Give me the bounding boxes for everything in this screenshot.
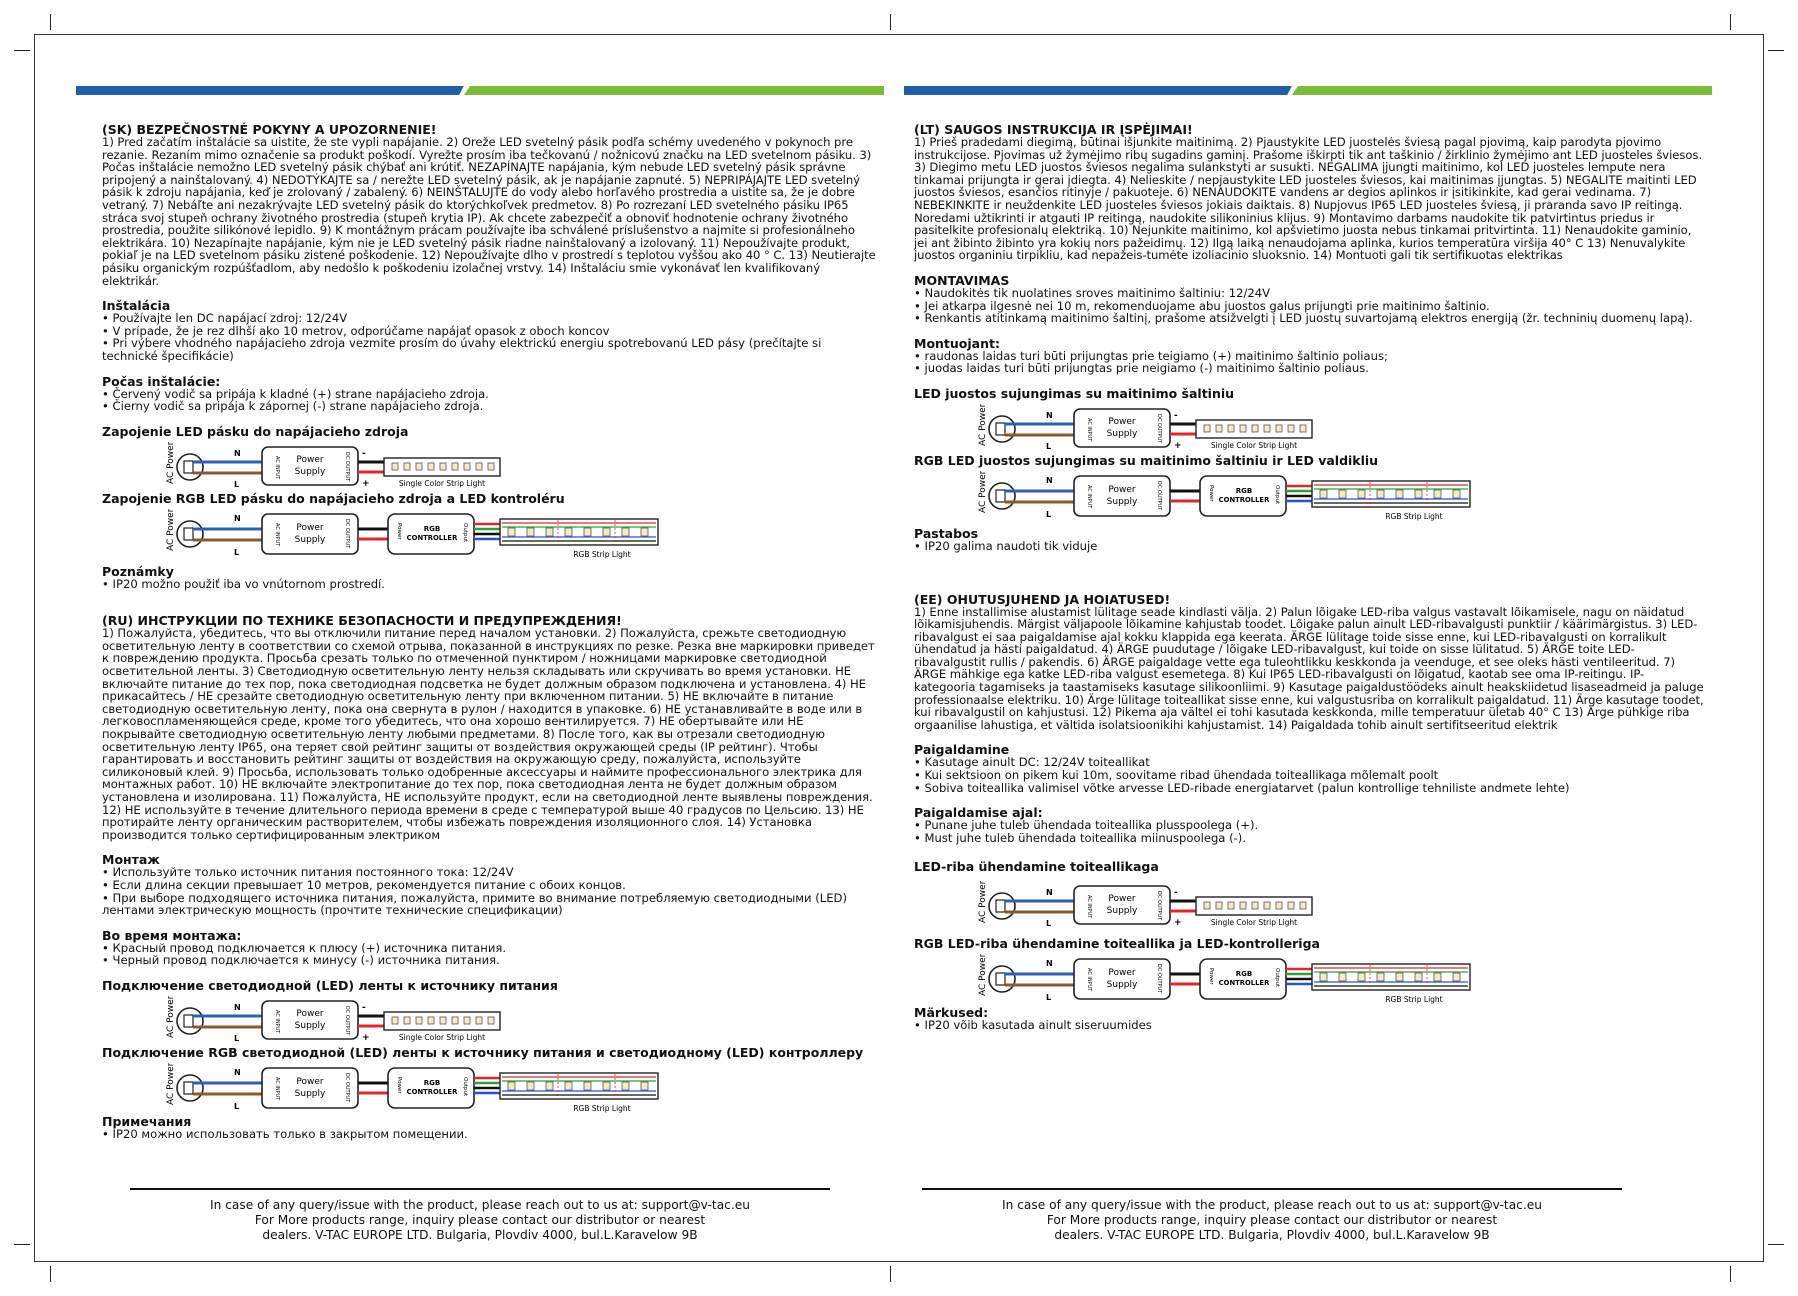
led-chip	[1276, 902, 1282, 909]
ee-section	[914, 593, 1704, 1033]
single-wiring-diagram	[102, 996, 876, 1044]
led-chip	[1377, 490, 1384, 498]
sk-during-title: Počas inštalácie:	[102, 373, 221, 389]
led-chip	[527, 528, 534, 536]
led-chip	[1453, 490, 1460, 498]
ru-section	[102, 614, 876, 1140]
plug-icon	[989, 893, 1015, 919]
plug-icon	[996, 973, 1005, 985]
ee-inst-list	[914, 756, 1704, 794]
crop-mark	[50, 14, 51, 30]
led-chip	[1358, 973, 1365, 981]
led-chip	[1434, 490, 1441, 498]
led-chip	[527, 1082, 534, 1090]
led-chip	[1240, 902, 1246, 909]
plus-label: +	[362, 1032, 370, 1043]
list-item: • Pri výbere vhodného napájacieho zdroja vezmite prosím do úvahy elektrickú energiu spotrebovanú LED pásy (prečítajte si technické špecifikácie)	[102, 337, 876, 362]
ac-power-label: AC Power	[166, 441, 176, 484]
supply-label: Supply	[294, 1020, 326, 1031]
led-chip	[1276, 425, 1282, 432]
strip-label: RGB Strip Light	[1385, 995, 1443, 1005]
led-chips	[392, 1017, 494, 1024]
lt-notes-title: Pastabos	[914, 525, 979, 541]
minus-label: -	[362, 1002, 366, 1013]
led-chip	[416, 1017, 422, 1024]
list-item: • Must juhe tuleb ühendada toiteallika miinuspoolega (-).	[914, 832, 1704, 845]
supply-label: Supply	[1106, 980, 1138, 991]
lt-diagram2-title: RGB LED juostos sujungimas su maitinimo šaltiniu ir LED valdikliu	[914, 452, 1379, 468]
led-chips	[392, 463, 494, 470]
single-wiring-diagram	[914, 881, 1704, 929]
ee-body: 1) Enne installimise alustamist lülitage seade kindlasti välja. 2) Palun lõigake LED-riba valgus vastavalt lõikamisele, nagu on näidatud lõikamisjuhendis. Märgist väljapoole lõikamine kahjustab toodet. Lõigake palun ainult LED-ribavalgusti punktiir / käärimärgistus. 3) LED-ribavalgust ei saa paigaldamise ajal kokku klappida ega keerata. ÄRGE lülitage toide sisse enne, kui LED-ribavalgusti on korralikult ühendatud ja hästi paigaldatud. 4) ÄRGE puudutage / lõigake LED-ribavalgust, kui toide on sisse lülitatud. 5) ÄRGE toite LED-ribavalgustit rullis / pakendis. 6) ÄRGE paigaldage vette ega tuleohtlikku keskkonda ja veenduge, et see oleks hästi ventileeritud. 7) ÄRGE mähkige ega katke LED-riba valgust esemetega. 8) Kui IP65 LED-ribavalgusti on lõigatud, kaotab see oma IP-reitingu. IP-kategooria tagamiseks ja taastamiseks kasutage silikoonliimi. 9) Kasutage paigaldustöödeks ainult heakskiidetud lisaseadmeid ja paluge professionaalse elektriku. 10) Ärge lülitage toiteallikat sisse enne, kui valgustusriba on korralikult paigaldatud. 11) Ärge kasutage toodet, kui ribavalgustil on kahjustusi. 12) Pikema aja vältel ei tohi kasutada keskkonda, mille temperatuur ületab 40° C 13) Ärge pühkige riba orgaanilise lahustiga, et vältida isolatsioonikihi kahjustamist. 14) Paigaldada tohib ainult sertifitseeritud elektrik	[914, 604, 1704, 732]
led-chip	[1204, 425, 1210, 432]
ac-power-label: AC Power	[978, 403, 988, 446]
sk-during-list	[102, 388, 876, 413]
led-chip	[1434, 973, 1441, 981]
supply-label: Supply	[1106, 496, 1138, 507]
led-chip	[1320, 973, 1327, 981]
controller-power-label: Power	[396, 1076, 402, 1094]
led-chip	[1264, 902, 1270, 909]
plug-icon	[184, 1015, 193, 1027]
led-chip	[392, 1017, 398, 1024]
ru-during-title: Во время монтажа:	[102, 927, 242, 943]
right-page	[902, 86, 1712, 1056]
list-item: • IP20 можно использовать только в закрытом помещении.	[102, 1128, 876, 1141]
ac-input-label: AC INPUT	[1086, 895, 1092, 919]
ac-input-label: AC INPUT	[274, 522, 280, 547]
single-wiring-diagram	[102, 442, 876, 490]
controller-power-label: Power	[396, 522, 402, 540]
rgb-label: RGB	[1235, 486, 1253, 495]
list-item: • raudonas laidas turi būti prijungtas prie teigiamo (+) maitinimo šaltinio poliaus;	[914, 350, 1704, 363]
list-item: • IP20 võib kasutada ainult siseruumides	[914, 1019, 1704, 1032]
led-chip	[1228, 425, 1234, 432]
controller-label: CONTROLLER	[406, 1087, 458, 1096]
power-label: Power	[1108, 894, 1136, 905]
led-chip	[603, 528, 610, 536]
ru-notes-list	[102, 1128, 876, 1141]
led-chip	[1358, 490, 1365, 498]
ac-power-label: AC Power	[978, 470, 988, 513]
ac-power-label: AC Power	[166, 508, 176, 551]
led-chip	[641, 528, 648, 536]
list-item: • Jei atkarpa ilgesnė nei 10 m, rekomenduojame abu juostos galus prijungti prie maitinimo šaltinio.	[914, 300, 1704, 313]
minus-label: -	[1174, 888, 1178, 899]
controller-power-label: Power	[1208, 484, 1214, 502]
rgb-label: RGB	[1235, 970, 1253, 979]
rgb-label: RGB	[423, 1078, 441, 1087]
ac-input-label: AC INPUT	[1086, 968, 1092, 992]
list-item: • Sobiva toiteallika valimisel võtke arvesse LED-ribade energiatarvet (palun kontrollige tehniliste andmete lehte)	[914, 782, 1704, 795]
list-item: • Черный провод подключается к минусу (-) источника питания.	[102, 954, 876, 967]
wiring-diagram-svg	[974, 471, 1474, 521]
list-item: • Červený vodič sa pripája k kladné (+) strane napájacieho zdroja.	[102, 388, 876, 401]
list-item: • Kasutage ainult DC: 12/24V toiteallikat	[914, 756, 1704, 769]
ac-input-label: AC INPUT	[1086, 417, 1092, 442]
crop-mark	[890, 14, 891, 30]
ac-input-label: AC INPUT	[274, 1076, 280, 1101]
ac-input-label: AC INPUT	[274, 455, 280, 480]
led-chip	[508, 1082, 515, 1090]
left-page	[74, 86, 884, 1165]
controller-label: CONTROLLER	[406, 533, 458, 542]
dc-output-label: DC OUTPUT	[1156, 480, 1162, 511]
plug-icon	[989, 483, 1015, 509]
led-chip	[1415, 490, 1422, 498]
supply-label: Supply	[294, 466, 326, 477]
ru-during-list	[102, 942, 876, 967]
plug-icon	[184, 528, 193, 540]
list-item: • Kui sektsioon on pikem kui 10m, soovitame ribad ühendada toiteallikaga mõlemalt poolt	[914, 769, 1704, 782]
wiring-diagram-svg	[974, 881, 1314, 929]
n-label: N	[234, 448, 241, 458]
l-label: L	[1046, 993, 1052, 1003]
crop-mark	[1730, 14, 1731, 30]
rgb-wiring-diagram	[102, 1063, 876, 1113]
wiring-diagram-svg	[162, 509, 662, 559]
ru-inst-list	[102, 866, 876, 916]
led-chip	[565, 1082, 572, 1090]
lt-inst-title: MONTAVIMAS	[914, 272, 1010, 288]
led-chip	[641, 1082, 648, 1090]
n-label: N	[1046, 410, 1053, 420]
l-label: L	[1046, 441, 1052, 451]
led-chip	[452, 463, 458, 470]
led-chip	[464, 463, 470, 470]
header-bar	[904, 86, 1712, 95]
sk-inst-list	[102, 312, 876, 362]
l-label: L	[234, 479, 240, 489]
lt-during-list	[914, 350, 1704, 375]
controller-label: CONTROLLER	[1218, 979, 1270, 988]
led-chip	[416, 463, 422, 470]
led-chip	[1300, 425, 1306, 432]
led-chip	[488, 1017, 494, 1024]
ru-title: (RU) ИНСТРУКЦИИ ПО ТЕХНИКЕ БЕЗОПАСНОСТИ И ПРЕДУПРЕЖДЕНИЯ!	[102, 613, 622, 629]
footer-left	[130, 1188, 830, 1243]
rgb-wiring-diagram	[914, 471, 1704, 521]
led-chip	[1228, 902, 1234, 909]
led-chip	[622, 1082, 629, 1090]
crop-mark	[1730, 1266, 1731, 1282]
strip-label: Single Color Strip Light	[1210, 440, 1298, 450]
controller-output-label: Output	[1274, 968, 1280, 988]
power-label: Power	[296, 1076, 324, 1087]
footer-right	[922, 1188, 1622, 1243]
led-chip	[584, 528, 591, 536]
plug-icon	[177, 521, 203, 547]
list-item: • Naudokitės tik nuolatines sroves maitinimo šaltiniu: 12/24V	[914, 287, 1704, 300]
ee-notes-list	[914, 1019, 1704, 1032]
plug-icon	[177, 1075, 203, 1101]
lt-section	[902, 123, 1712, 1032]
footer-line2: For More products range, inquiry please contact our distributor or nearest	[254, 1213, 706, 1227]
wiring-diagram-svg	[162, 1063, 662, 1113]
led-chip	[1453, 973, 1460, 981]
power-label: Power	[1108, 484, 1136, 495]
plus-label: +	[1174, 440, 1182, 451]
led-chip	[428, 1017, 434, 1024]
rgb-wiring-diagram	[914, 954, 1704, 1004]
dc-output-label: DC OUTPUT	[344, 451, 350, 481]
sk-section	[74, 123, 884, 1141]
controller-output-label: Output	[462, 522, 468, 542]
led-chip	[452, 1017, 458, 1024]
strip-label: Single Color Strip Light	[398, 478, 486, 488]
plug-icon	[184, 461, 193, 473]
led-chip	[546, 1082, 553, 1090]
sk-notes-list	[102, 578, 876, 591]
minus-label: -	[1174, 410, 1178, 421]
led-chip	[1204, 902, 1210, 909]
list-item: • Используйте только источник питания постоянного тока: 12/24V	[102, 866, 876, 879]
list-item: • Používajte len DC napájací zdroj: 12/24V	[102, 312, 876, 325]
strip-label: Single Color Strip Light	[398, 1032, 486, 1042]
led-chip	[1300, 902, 1306, 909]
l-label: L	[234, 1033, 240, 1043]
led-chip	[1252, 425, 1258, 432]
supply-label: Supply	[1106, 906, 1138, 917]
ac-input-label: AC INPUT	[274, 1009, 280, 1034]
plug-icon	[177, 454, 203, 480]
ee-diagram2-title: RGB LED-riba ühendamine toiteallika ja LED-kontrolleriga	[914, 936, 1320, 952]
sk-diagram1-title: Zapojenie LED pásku do napájacieho zdroja	[102, 423, 409, 439]
n-label: N	[234, 513, 241, 523]
controller-output-label: Output	[1274, 484, 1280, 505]
led-chip	[1216, 425, 1222, 432]
strip-label: RGB Strip Light	[1385, 511, 1443, 521]
list-item: • Красный провод подключается к плюсу (+) источника питания.	[102, 942, 876, 955]
controller-power-label: Power	[1208, 968, 1214, 986]
single-wiring-diagram	[914, 404, 1704, 452]
crop-mark	[1768, 1244, 1784, 1245]
led-chips	[1204, 902, 1306, 909]
footer-line2: For More products range, inquiry please contact our distributor or nearest	[1046, 1213, 1498, 1227]
dc-output-label: DC OUTPUT	[1156, 964, 1162, 994]
crop-mark	[890, 1266, 891, 1282]
rgb-label: RGB	[423, 524, 441, 533]
supply-label: Supply	[294, 534, 326, 545]
led-chip	[1377, 973, 1384, 981]
ru-diagram1-title: Подключение светодиодной (LED) ленты к источнику питания	[102, 977, 558, 993]
ru-body: 1) Пожалуйста, убедитесь, что вы отключили питание перед началом установки. 2) Пожалуйста, срежьте светодиодную осветительную ленту в соответствии со схемой отрыва, показанной в инструкциях по резке. Резка вне маркировки приведет к повреждению продукта. Просьба срезать только по отмеченной пунктиром / ножницами маркировке светодиодной осветительной ленты. 3) Светодиодную осветительную ленту нельзя складывать или скручивать во время установки. НЕ включайте питание до тех пор, пока светодиодная подсветка не будет должным образом подключена и установлена. 4) НЕ прикасайтесь / НЕ срезайте светодиодную осветительную ленту при включенном питании. 5) НЕ включайте в питание светодиодную осветительную ленту, пока она свернута в рулон / находится в упаковке. 6) НЕ устанавливайте в воде или в легковоспламеняющейся среде, кроме того убедитесь, что она хорошо вентилируется. 7) НЕ обертывайте или НЕ покрывайте светодиодную осветительную ленту любыми предметами. 8) После того, как вы отрезали светодиодную осветительную ленту IP65, она теряет свой рейтинг защиты от воздействия окружающей среды (IP рейтинг). Чтобы гарантировать и восстановить рейтинг защиты от воздействия на окружающую среду, пожалуйста, используйте силиконовый клей. 9) Просьба, использовать только одобренные аксессуары и наймите профессионального электрика для монтажных работ. 10) НЕ включайте электропитание до тех пор, пока светодиодная лента не будет должным образом установлена и изолирована. 11) Пожалуйста, НЕ используйте продукт, если на светодиодной ленте выявлены повреждения. 12) НЕ используйте в течение длительного периода времени в среде с температурой выше 40 градусов по Цельсию. 13) НЕ протирайте ленту органическим растворителем, чтобы избежать повреждения изоляционного слоя. 14) Установка производится только сертифицированным электриком	[102, 626, 875, 842]
lt-inst-list	[914, 287, 1704, 325]
strip-label: RGB Strip Light	[573, 549, 631, 559]
dc-output-label: DC OUTPUT	[344, 518, 350, 548]
led-chip	[440, 463, 446, 470]
dc-output-label: DC OUTPUT	[344, 1005, 350, 1036]
list-item: • IP20 možno použiť iba vo vnútornom prostredí.	[102, 578, 876, 591]
supply-label: Supply	[294, 1088, 326, 1099]
ac-power-label: AC Power	[166, 1062, 176, 1105]
lt-during-title: Montuojant:	[914, 335, 1000, 351]
plug-icon	[177, 1008, 203, 1034]
led-chip	[404, 1017, 410, 1024]
led-chip	[428, 463, 434, 470]
crop-mark	[50, 1266, 51, 1282]
power-label: Power	[296, 1008, 324, 1019]
ac-power-label: AC Power	[978, 881, 988, 924]
plus-label: +	[362, 478, 370, 489]
wiring-diagram-svg	[162, 996, 502, 1044]
controller-label: CONTROLLER	[1218, 495, 1270, 504]
led-chip	[584, 1082, 591, 1090]
crop-mark	[14, 50, 30, 51]
led-chip	[1240, 425, 1246, 432]
list-item: • juodas laidas turi būti prijungtas prie neigiamo (-) maitinimo šaltinio poliaus.	[914, 362, 1704, 375]
header-bar	[76, 86, 884, 95]
l-label: L	[234, 1101, 240, 1111]
lt-body: 1) Prieš pradedami diegimą, būtinai išjunkite maitinimą. 2) Pjaustykite LED juostelės šviesą pagal pjovimą, kaip parodyta pjovimo instrukcijose. Pjovimas už žymėjimo ribų sugadins gaminį. Prašome iškirpti tik ant taškinio / žirklinio žymėjimo ant LED juosteles šviesos. 3) Diegimo metu LED juostos šviesos negalima sulankstyti ar susukti. NEGALIMA įjungti maitinimo, kol LED juosteles lempute nera tinkamai prijungta ir gerai įdiegta. 4) Nelieskite / nepjaustykite LED juosteles šviesos, kai maitinimas įjungtas. 5) NEGALITE maitinti LED juostos šviesos, esančios ritinyje / pakuoteje. 6) NENAUDOKITE vandens ar degios aplinkos ir įsitikinkite, kad gerai vedinama. 7) NEBEKINKITE ir neuždenkite LED juosteles šviesos jokiais daiktais. 8) Nupjovus IP65 LED juosteles šviesą, ji praranda savo IP reitingą. Noredami užtikrinti ir atgauti IP reitingą, naudokite silikoninius klijus. 9) Montavimo darbams naudokite tik patvirtintus priedus ir pasitelkite profesionalų elektriką. 10) Nejunkite maitinimo, kol apšvietimo juosta nebus tinkamai pritvirtinta. 11) Nenaudokite gaminio, jei ant žibinto žibinto yra kokių nors pažeidimų. 12) Ilgą laiką nenaudojama aplinka, kurios temperatūra viršija 40° C 13) Nenuvalykite juostos organiniu tirpikliu, kad nepažeis-tumėte izoliacinio sluoksnio. 14) Montuoti gali tik sertifikuotas elektrikas	[914, 135, 1703, 263]
sk-notes-title: Poznámky	[102, 563, 174, 579]
ee-diagram1-title: LED-riba ühendamine toiteallikaga	[914, 859, 1159, 875]
rgb-wiring-diagram	[102, 509, 876, 559]
crop-mark	[14, 1244, 30, 1245]
ru-notes-title: Примечания	[102, 1113, 192, 1129]
power-label: Power	[1108, 416, 1136, 427]
led-chip	[404, 463, 410, 470]
l-label: L	[234, 547, 240, 557]
footer-line1: In case of any query/issue with the product, please reach out to us at: support@v-tac.eu	[210, 1198, 750, 1212]
ee-inst-title: Paigaldamine	[914, 742, 1010, 758]
ru-inst-title: Монтаж	[102, 852, 160, 868]
strip-label: Single Color Strip Light	[1210, 918, 1298, 928]
n-label: N	[1046, 475, 1053, 485]
list-item: • Если длина секции превышает 10 метров, рекомендуется питание с обоих концов.	[102, 879, 876, 892]
led-chip	[1320, 490, 1327, 498]
led-chip	[603, 1082, 610, 1090]
led-chip	[1339, 490, 1346, 498]
led-chip	[440, 1017, 446, 1024]
lt-diagram1-title: LED juostos sujungimas su maitinimo šaltiniu	[914, 385, 1235, 401]
wiring-diagram-svg	[162, 442, 502, 490]
footer-line3: dealers. V-TAC EUROPE LTD. Bulgaria, Plovdiv 4000, bul.L.Karavelow 9B	[1054, 1228, 1490, 1242]
led-chip	[622, 528, 629, 536]
minus-label: -	[362, 448, 366, 459]
list-item: • V prípade, že je rez dlhší ako 10 metrov, odporúčame napájať opasok z oboch koncov	[102, 325, 876, 338]
list-item: • IP20 galima naudoti tik viduje	[914, 540, 1704, 553]
plug-icon	[184, 1082, 193, 1094]
plug-icon	[996, 490, 1005, 502]
plug-icon	[996, 423, 1005, 435]
led-chip	[1216, 902, 1222, 909]
l-label: L	[1046, 919, 1052, 929]
led-chip	[1415, 973, 1422, 981]
lt-title: (LT) SAUGOS INSTRUKCIJA IR ĮSPĖJIMAI!	[914, 122, 1193, 137]
sk-body: 1) Pred začatím inštalácie sa uistite, že ste vypli napájanie. 2) Oreže LED svetelný pásik podľa schémy uvedeného v pokynoch pre rezanie. Rezaním mimo označenie sa produkt poškodí. Vyrežte prosím iba tečkovanú / nožnicovú značku na LED svetelnom pásiku. 3) Počas inštalácie nemožno LED svetelný pásik chýbať ani krútiť. NEZAPÍNAJTE napájania, kým nebude LED svetelný pásik správne pripojený a nainštalovaný. 4) NEDOTÝKAJTE sa / nerežte LED svetelný pásik, ak je napájanie zapnuté. 5) NEPRIPÁJAJTE LED svetelný pásik k zdroju napájania, keď je zrolovaný / zabalený. 6) NEINŠTALUJTE do vody alebo horľavého prostredia a uistite sa, že je dobre vetraný. 7) Nebáľte ani nezakrývajte LED svetelný pásik do ktorýchkoľvek predmetov. 8) Po rozrezaní LED svetelného pásiku IP65 stráca svoj stupeň ochrany životného prostredia (stupeň krytia IP). Ak chcete zabezpečiť a obnoviť hodnotenie ochrany životného prostredia, použite silikónové lepidlo. 9) K montážnym prácam používajte iba schválené príslušenstvo a najmite si profesionálneho elektrikára. 10) Nezapínajte napájanie, kým nie je LED svetelný pásik riadne nainštalovaný a izolovaný. 11) Nepoužívajte produkt, pokiaľ je na LED svetelnom pásiku zistené poškodenie. 12) Nepoužívajte dlho v prostredí s teplotou vyššou ako 40 ° C. 13) Neutierajte pásiku organickým rozpúšťadlom, aby nedošlo k poškodeniu izolačnej vrstvy. 14) Inštaláciu smie vykonávať len kvalifikovaný elektrikár.	[102, 135, 876, 288]
list-item: • Punane juhe tuleb ühendada toiteallika plusspoolega (+).	[914, 819, 1704, 832]
led-chip	[1339, 973, 1346, 981]
ee-title: (EE) OHUTUSJUHEND JA HOIATUSED!	[914, 591, 1171, 607]
led-chip	[508, 528, 515, 536]
n-label: N	[1046, 888, 1053, 898]
ee-notes-title: Märkused:	[914, 1005, 989, 1021]
led-chip	[546, 528, 553, 536]
ac-power-label: AC Power	[166, 995, 176, 1038]
led-chip	[1252, 902, 1258, 909]
footer-line3: dealers. V-TAC EUROPE LTD. Bulgaria, Plovdiv 4000, bul.L.Karavelow 9B	[262, 1228, 698, 1242]
power-label: Power	[296, 454, 324, 465]
sk-title: (SK) BEZPEČNOSTNÉ POKYNY A UPOZORNENIE!	[102, 122, 437, 137]
ee-during-list	[914, 819, 1704, 844]
led-chip	[565, 528, 572, 536]
led-chip	[1288, 425, 1294, 432]
list-item: • При выборе подходящего источника питания, пожалуйста, примите во внимание потребляемую светодиодными (LED) лентами электрическую мощность (прочтите технические спецификации)	[102, 892, 876, 917]
led-chip	[1396, 490, 1403, 498]
controller-output-label: Output	[462, 1076, 468, 1097]
n-label: N	[234, 1002, 241, 1012]
footer-line1: In case of any query/issue with the product, please reach out to us at: support@v-tac.eu	[1002, 1198, 1542, 1212]
plug-icon	[989, 966, 1015, 992]
led-chip	[488, 463, 494, 470]
lt-notes-list	[914, 540, 1704, 553]
wiring-diagram-svg	[974, 404, 1314, 452]
led-chip	[476, 1017, 482, 1024]
l-label: L	[1046, 509, 1052, 519]
sk-diagram2-title: Zapojenie RGB LED pásku do napájacieho zdroja a LED kontroléru	[102, 490, 565, 506]
led-chips	[1204, 425, 1306, 432]
sk-inst-title: Inštalácia	[102, 298, 171, 314]
plug-icon	[989, 416, 1015, 442]
ru-diagram2-title: Подключение RGB светодиодной (LED) ленты к источнику питания и светодиодному (LED) контроллеру	[102, 1044, 864, 1060]
plug-icon	[996, 900, 1005, 912]
power-label: Power	[296, 522, 324, 533]
ee-during-title: Paigaldamise ajal:	[914, 805, 1043, 821]
ac-input-label: AC INPUT	[1086, 484, 1092, 509]
n-label: N	[234, 1067, 241, 1077]
led-chip	[1396, 973, 1403, 981]
led-chip	[1264, 425, 1270, 432]
list-item: • Renkantis atitinkamą maitinimo šaltinį, prašome atsižvelgti į LED juostų suvartojamą elektros energiją (žr. techninių duomenų lapą).	[914, 312, 1704, 325]
dc-output-label: DC OUTPUT	[344, 1072, 350, 1103]
supply-label: Supply	[1106, 428, 1138, 439]
led-chip	[1288, 902, 1294, 909]
led-chip	[464, 1017, 470, 1024]
crop-mark	[1768, 50, 1784, 51]
led-chip	[392, 463, 398, 470]
led-chip	[476, 463, 482, 470]
power-label: Power	[1108, 968, 1136, 979]
dc-output-label: DC OUTPUT	[1156, 413, 1162, 444]
wiring-diagram-svg	[974, 954, 1474, 1004]
ac-power-label: AC Power	[978, 954, 988, 997]
n-label: N	[1046, 959, 1053, 969]
strip-label: RGB Strip Light	[573, 1103, 631, 1113]
dc-output-label: DC OUTPUT	[1156, 891, 1162, 921]
list-item: • Čierny vodič sa pripája k zápornej (-) strane napájacieho zdroja.	[102, 400, 876, 413]
plus-label: +	[1174, 918, 1182, 929]
